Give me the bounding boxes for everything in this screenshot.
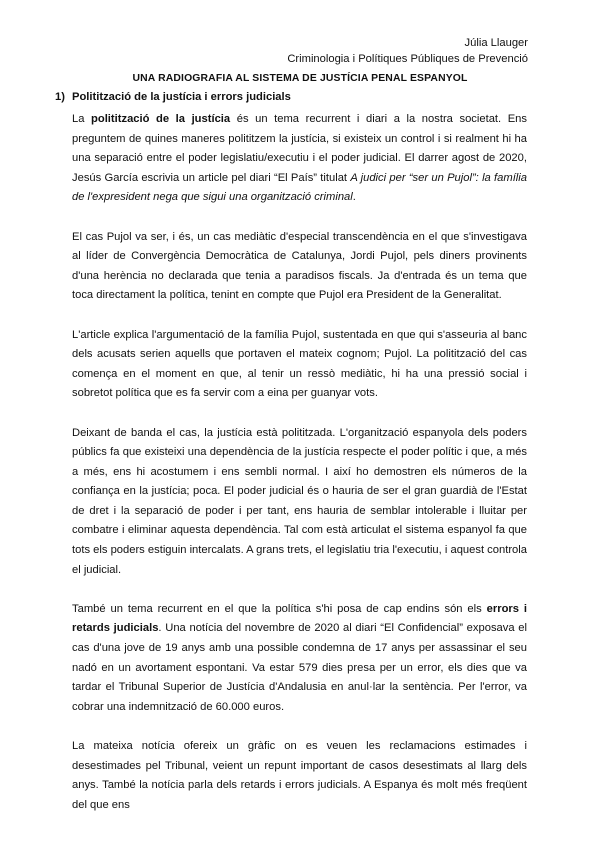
paragraph-5-text: També un tema recurrent en el que la política s'hi posa de cap endins són els [72, 602, 487, 615]
paragraph-1-text: és un tema recurrent i diari a la nostra societat. Ens preguntem de quines maneres polititzem la justícia, si existeix un control i si realment hi ha una separació entre el poder legislatiu/executiu i el poder judicial. El darrer agost de 2020, Jesús García escrivia un article pel diari “El País” titulat [72, 113, 527, 184]
paragraph-2: El cas Pujol va ser, i és, un cas mediàtic d'especial transcendència en el que s'investigava al líder de Convergència Democràtica de Catalunya, Jordi Pujol, pels diners provinents d'una herència no declarada que tenia a paradisos fiscals. Ja d'entrada és un tema que toca directament la política, tenint en compte que Pujol era President de la Generalitat. [72, 230, 527, 302]
section-heading [55, 91, 291, 103]
document-title: UNA RADIOGRAFIA AL SISTEMA DE JUSTÍCIA PENAL ESPANYOL [132, 73, 468, 84]
course-name: Criminologia i Polítiques Públiques de Prevenció [287, 53, 528, 65]
page-header [287, 35, 528, 67]
paragraph-6: La mateixa notícia ofereix un gràfic on es veuen les reclamacions estimades i desestimades pel Tribunal, veient un repunt important de casos desestimats al llarg dels anys. També la notícia parla dels retards i errors judicials. A Espanya és molt més freqüent del que ens [72, 740, 527, 811]
article-title-italic: A judici per “ser un Pujol”: la família de l'expresident nega que sigui una organització criminal [72, 171, 527, 204]
section-number: 1) [55, 91, 65, 103]
section-title: Politització de la justícia i errors judicials [72, 91, 291, 103]
paragraph-1-lead: La [72, 113, 92, 125]
paragraph-5-end: . Una notícia del novembre de 2020 al diari “El Confidencial” exposava el cas d'una jove de 19 anys amb una possible condemna de 17 anys per assassinar el seu nadó en un avortament espontani. Va estar 579 dies presa per un error, els dies que va tardar el Tribunal Superior de Justícia d'Andalusia en anul·lar la sentència. Per l'error, va cobrar una indemnització de 60.000 euros. [72, 622, 527, 713]
paragraph-1 [72, 110, 527, 208]
paragraph-1-end: . [352, 191, 356, 204]
paragraph-1-bold: politització de la justícia [91, 113, 231, 125]
paragraph-5-bold: errors i retards judicials [72, 602, 527, 635]
document-body [72, 110, 527, 835]
author-name: Júlia Llauger [464, 37, 528, 49]
paragraph-4: Deixant de banda el cas, la justícia està polititzada. L'organització espanyola dels poders públics fa que existeixi una dependència de la justícia respecte el poder polític i que, a més a més, ens hi acostumem i ens sembli normal. I així ho demostren els números de la confiança en la justícia; poca. El poder judicial és o hauria de ser el gran guardià de l'Estat de dret i la separació de poder i per tant, ens hauria de semblar intolerable i lluitar per combatre i eliminar aquesta dependència. Tal com està articulat el sistema espanyol fa que tots els poders estiguin intercalats. A grans trets, el legislatiu tria l'executiu, i aquest controla el judicial. [72, 426, 527, 576]
paragraph-3: L'article explica l'argumentació de la família Pujol, sustentada en que qui s'asseuria al banc dels acusats serien aquells que portaven el mateix cognom; Pujol. La politització del cas comença en el moment en que, al tenir un ressò mediàtic, hi ha una pressió social i sobretot política que es fa servir com a eina per guanyar vots. [72, 328, 527, 400]
paragraph-5 [72, 600, 527, 718]
